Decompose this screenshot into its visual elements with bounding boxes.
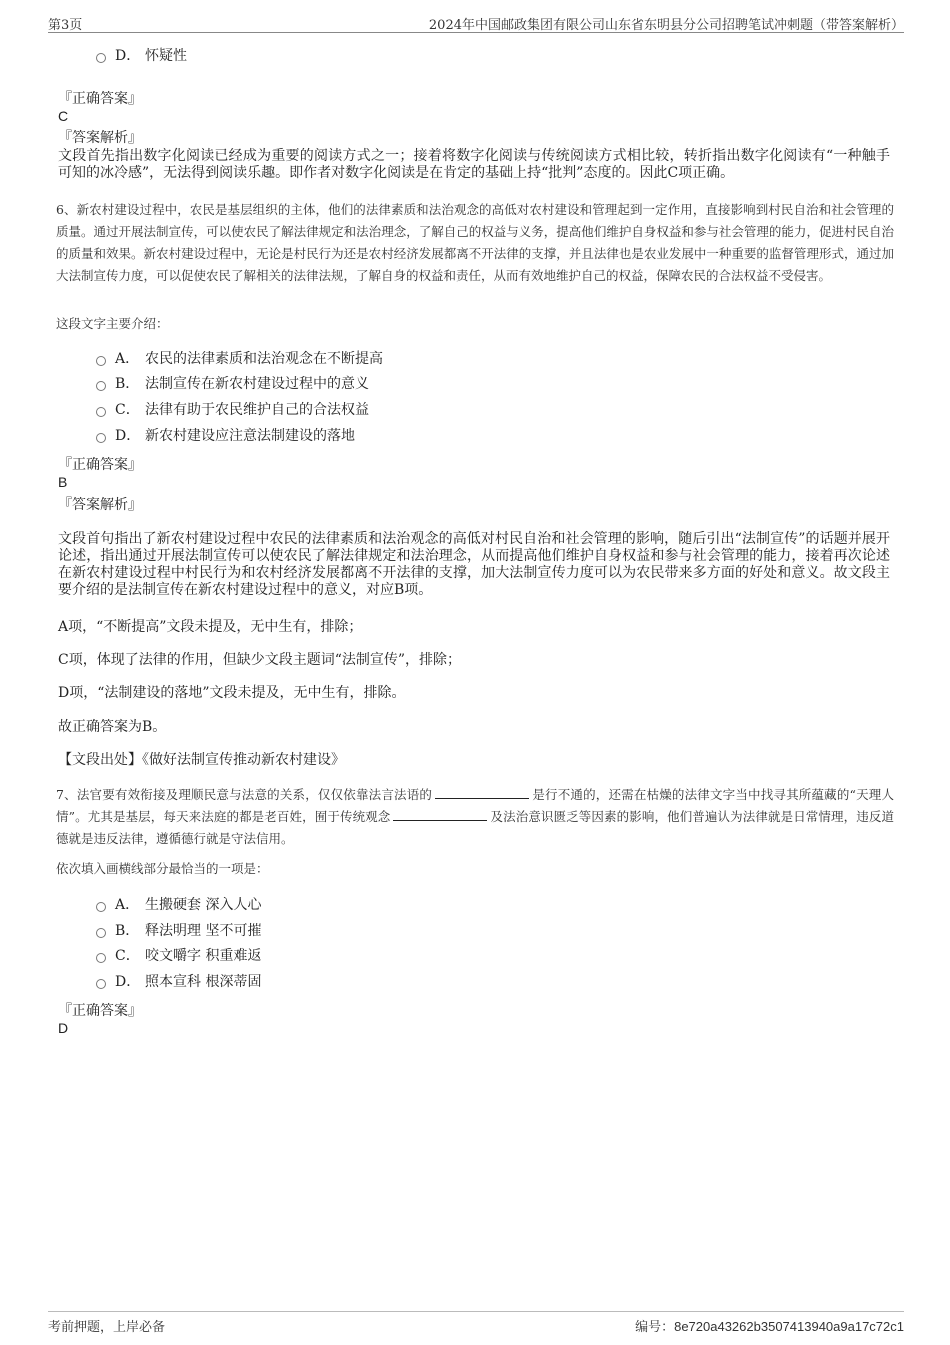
q7-answer-label: 『正确答案』	[58, 1003, 142, 1019]
q5-analysis: 文段首先指出数字化阅读已经成为重要的阅读方式之一；接着将数字化阅读与传统阅读方式相比较，转折指出数字化阅读有“一种触手可知的冰冷感”，无法得到阅读乐趣。即作者对数字化阅读是在肯定的基础上持“批判”态度的。因此C项正确。	[58, 148, 890, 181]
q7-option-d[interactable]: D． 照本宣科 根深蒂固	[96, 972, 261, 992]
fill-blank-2	[393, 808, 487, 821]
radio-icon[interactable]	[96, 928, 106, 938]
q6-option-d[interactable]: D． 新农村建设应注意法制建设的落地	[96, 426, 355, 446]
q7-prompt: 依次填入画横线部分最恰当的一项是：	[56, 861, 269, 876]
q6-option-a[interactable]: A． 农民的法律素质和法治观念在不断提高	[96, 349, 383, 369]
document-code: 编号：8e720a43262b3507413940a9a17c72c1	[635, 1319, 904, 1335]
q5-answer: C	[58, 108, 69, 124]
q6-note-d: D项，“法制建设的落地”文段未提及，无中生有，排除。	[58, 685, 406, 701]
document-title: 2024年中国邮政集团有限公司山东省东明县分公司招聘笔试冲刺题（带答案解析）	[428, 18, 904, 33]
page-header	[48, 12, 904, 33]
q6-answer-label: 『正确答案』	[58, 457, 142, 473]
q6-analysis: 文段首句指出了新农村建设过程中农民的法律素质和法治观念的高低对村民自治和社会管理的影响，随后引出“法制宣传”的话题并展开论述，指出通过开展法制宣传可以使农民了解法律规定和法治理念，从而提高他们维护自身权益和参与社会管理的能力，接着再次论述在新农村建设过程中村民行为和农村经济发展都离不开法律的支撑，加大法制宣传力度可以为农民带来多方面的好处和意义。故文段主要介绍的是法制宣传在新农村建设过程中的意义，对应B项。	[58, 531, 890, 598]
q7-answer: D	[58, 1020, 69, 1036]
q5-option-d[interactable]: D． 怀疑性	[96, 46, 187, 66]
fill-blank-1	[435, 786, 529, 799]
q7-option-c[interactable]: C． 咬文嚼字 积重难返	[96, 946, 261, 966]
q7-question-text: 7、法官要有效衔接及理顺民意与法意的关系，仅仅依靠法言法语的 是行不通的，还需在枯燥的法律文字当中找寻其所蕴藏的“天理人情”。尤其是基层，每天来法庭的都是老百姓，囿于传统观念 及法治意识匮乏等因素的影响，他们普遍认为法律就是日常情理，违反道德就是违反法律，遵循德行就是守法信用。	[56, 787, 894, 846]
q5-analysis-label: 『答案解析』	[58, 130, 142, 146]
radio-icon[interactable]	[96, 381, 106, 391]
page-footer	[48, 1311, 904, 1334]
q6-note-c: C项，体现了法律的作用，但缺少文段主题词“法制宣传”，排除；	[58, 652, 462, 668]
footer-slogan: 考前押题，上岸必备	[48, 1320, 166, 1335]
radio-icon[interactable]	[96, 356, 106, 366]
radio-icon[interactable]	[96, 902, 106, 912]
radio-icon[interactable]	[96, 53, 106, 63]
q6-option-c[interactable]: C． 法律有助于农民维护自己的合法权益	[96, 400, 369, 420]
q6-analysis-label: 『答案解析』	[58, 497, 142, 513]
q6-option-b[interactable]: B． 法制宣传在新农村建设过程中的意义	[96, 374, 369, 394]
q6-source: 【文段出处】《做好法制宣传推动新农村建设》	[58, 752, 345, 768]
radio-icon[interactable]	[96, 953, 106, 963]
radio-icon[interactable]	[96, 979, 106, 989]
q5-answer-label: 『正确答案』	[58, 91, 142, 107]
q6-prompt: 这段文字主要介绍：	[56, 316, 169, 331]
radio-icon[interactable]	[96, 433, 106, 443]
page-number: 第3页	[48, 18, 83, 33]
q6-note-a: A项，“不断提高”文段未提及，无中生有，排除；	[58, 619, 363, 635]
q7-option-a[interactable]: A． 生搬硬套 深入人心	[96, 895, 261, 915]
radio-icon[interactable]	[96, 407, 106, 417]
q6-answer: B	[58, 474, 68, 490]
q6-question-text: 6、新农村建设过程中，农民是基层组织的主体，他们的法律素质和法治观念的高低对农村建设和管理起到一定作用，直接影响到村民自治和社会管理的质量。通过开展法制宣传，可以使农民了解法律规定和法治理念，了解自己的权益与义务，提高他们维护自身权益和参与社会管理的能力，促进村民自治的质量和效果。新农村建设过程中，无论是村民行为还是农村经济发展都离不开法律的支撑，并且法律也是农业发展中一种重要的监督管理形式，通过加大法制宣传力度，可以促使农民了解相关的法律法规，了解自身的权益和责任，从而有效地维护自己的权益，保障农民的合法权益不受侵害。	[56, 202, 894, 283]
q7-option-b[interactable]: B． 释法明理 坚不可摧	[96, 921, 261, 941]
q6-conclusion: 故正确答案为B。	[58, 719, 167, 735]
